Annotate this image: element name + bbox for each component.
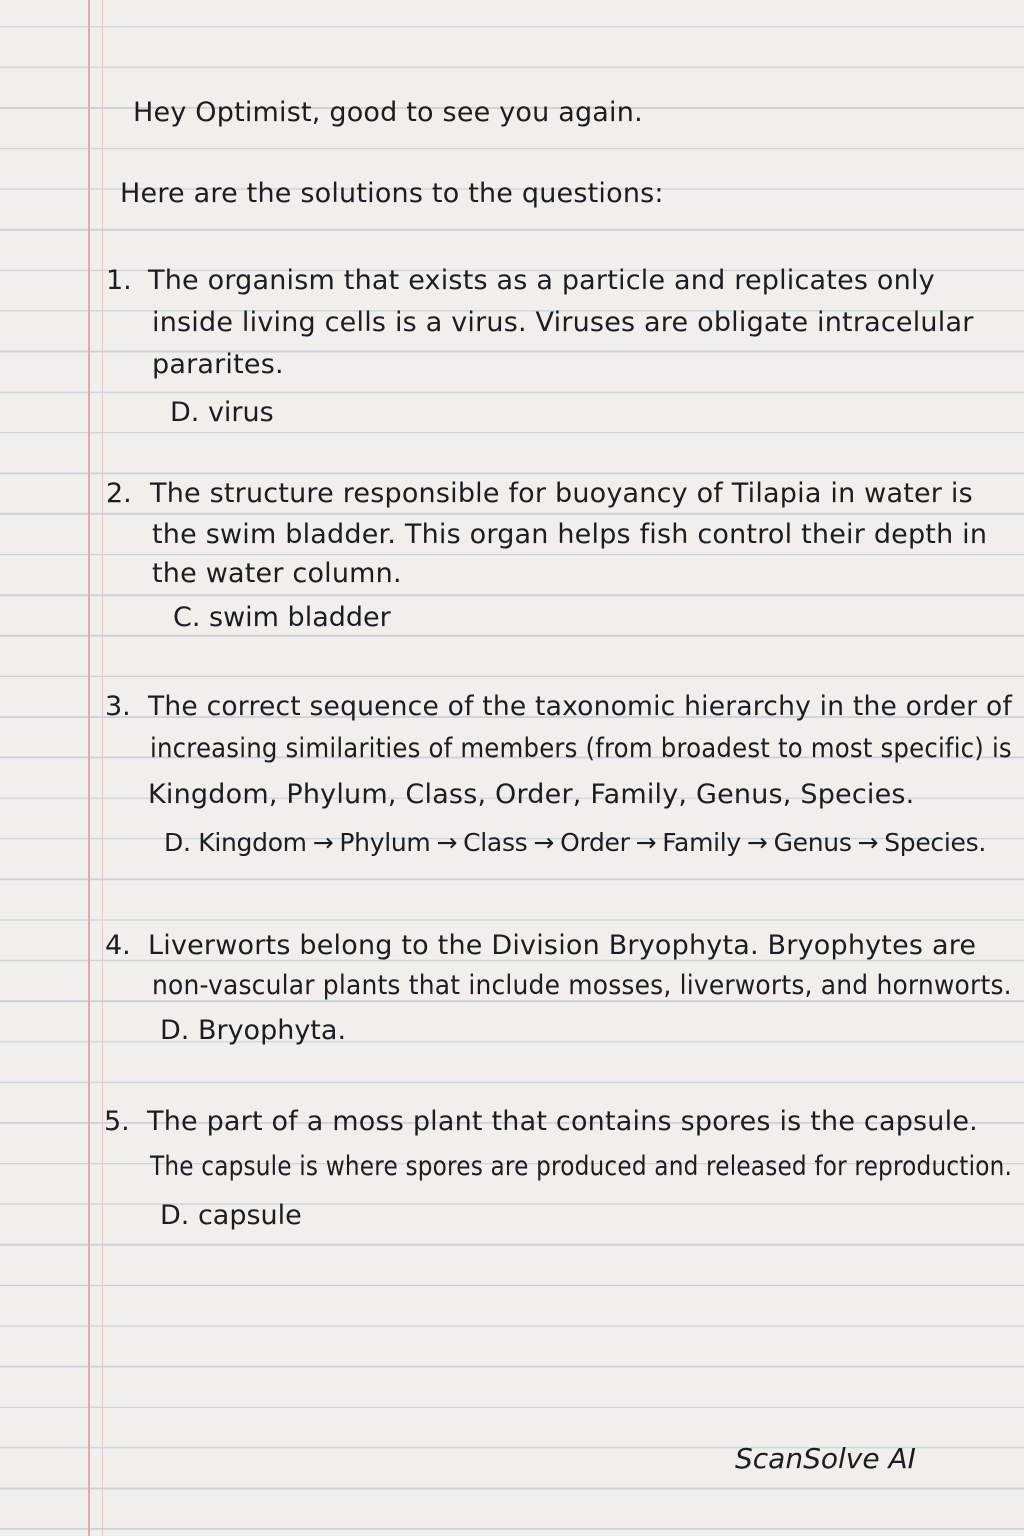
answer: C. swim bladder [173, 602, 391, 633]
rank-genus: Genus [773, 828, 852, 857]
rank-species: Species. [884, 828, 986, 857]
question-number: 1. [106, 265, 132, 296]
question-line: The correct sequence of the taxonomic hierarchy in the order of [148, 691, 1013, 722]
question-line: Liverworts belong to the Division Bryophyta. Bryophytes are [148, 930, 977, 961]
answer-sequence [164, 822, 986, 864]
arrow-icon: → [312, 828, 334, 857]
rank-family: Family [662, 828, 741, 857]
arrow-icon: → [857, 828, 879, 857]
question-line: The part of a moss plant that contains spores is the capsule. [147, 1106, 978, 1137]
question-line: Kingdom, Phylum, Class, Order, Family, Genus, Species. [148, 779, 915, 810]
rank-order: Order [560, 828, 630, 857]
answer: D. capsule [160, 1200, 302, 1231]
question-number: 4. [105, 930, 131, 961]
question-number: 5. [104, 1106, 130, 1137]
question-line: The structure responsible for buoyancy of Tilapia in water is [150, 478, 973, 509]
answer: D. virus [170, 397, 274, 428]
margin-line-secondary [102, 0, 103, 1536]
rank-kingdom: Kingdom [198, 828, 307, 857]
question-line: pararites. [152, 349, 284, 380]
question-line: non-vascular plants that include mosses, liverworts, and hornworts. [152, 970, 1012, 1001]
question-line: inside living cells is a virus. Viruses are obligate intracelular [152, 307, 974, 338]
margin-line [88, 0, 90, 1536]
greeting: Hey Optimist, good to see you again. [133, 97, 643, 128]
answer-prefix: D. [164, 828, 191, 857]
question-number: 3. [105, 691, 131, 722]
intro: Here are the solutions to the questions: [120, 178, 664, 209]
answer: D. Bryophyta. [160, 1015, 347, 1046]
rank-class: Class [463, 828, 528, 857]
arrow-icon: → [746, 828, 768, 857]
question-line: increasing similarities of members (from broadest to most specific) is [150, 733, 1012, 764]
question-line: The capsule is where spores are produced and released for reproduction. [150, 1151, 1013, 1182]
question-line: the swim bladder. This organ helps fish control their depth in [152, 519, 988, 550]
arrow-icon: → [436, 828, 458, 857]
question-number: 2. [106, 478, 132, 509]
question-line: The organism that exists as a particle and replicates only [148, 265, 935, 296]
rank-phylum: Phylum [339, 828, 431, 857]
question-line: the water column. [152, 558, 402, 589]
arrow-icon: → [635, 828, 657, 857]
signature: ScanSolve AI [735, 1442, 916, 1475]
arrow-icon: → [533, 828, 555, 857]
